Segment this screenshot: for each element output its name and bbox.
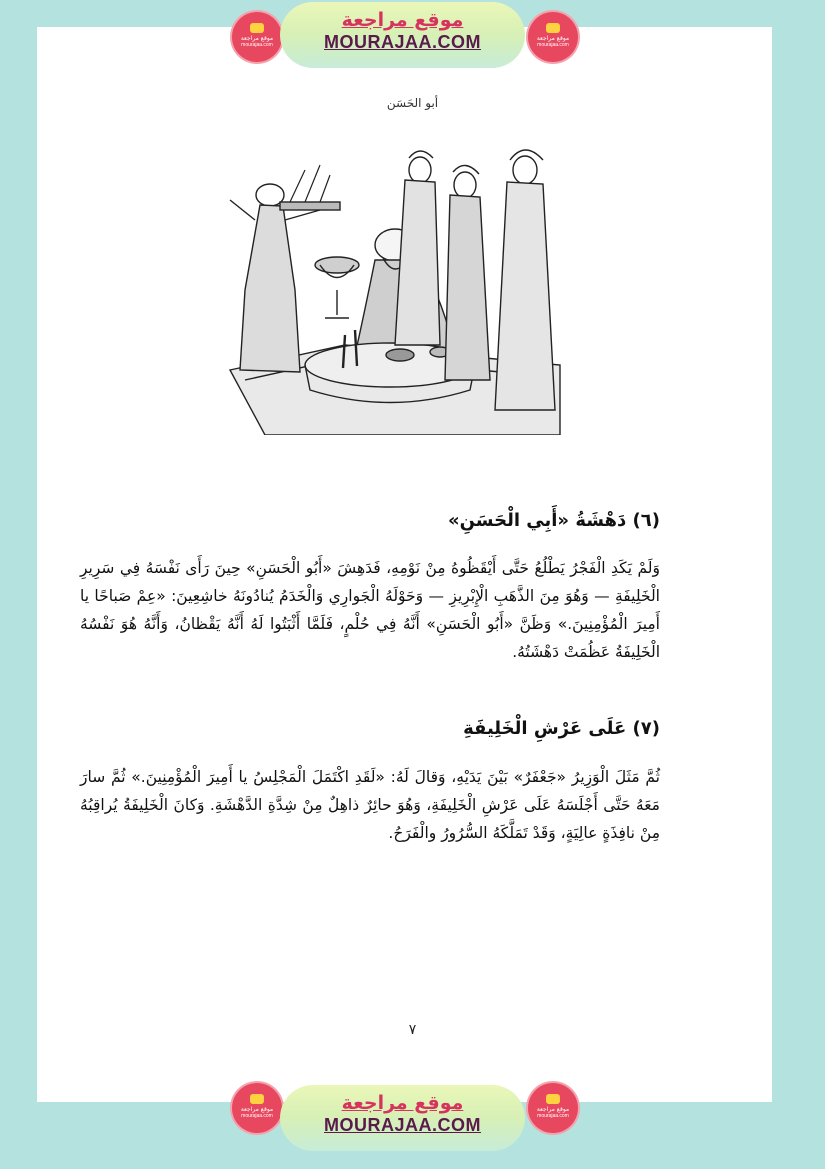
- section-6-body: [80, 554, 660, 666]
- book-logo-icon: [250, 1094, 264, 1104]
- page-number: ٧: [408, 1022, 417, 1038]
- site-badge-left-top: [232, 12, 282, 62]
- section-7-body: [80, 763, 660, 847]
- book-logo-icon: [546, 1094, 560, 1104]
- running-head: أبو الحَسَن: [386, 96, 439, 110]
- badge-label-en: mourajaa.com: [537, 42, 569, 48]
- badge-label-en: mourajaa.com: [537, 1113, 569, 1119]
- section-7-paragraph: ثُمَّ مَثَلَ الْوَزِيرُ «جَعْفَرٌ» بَيْنَ يَدَيْهِ، وَقالَ لَهُ: «لَقَدِ اكْتَمَلَ الْمَجْلِسُ يا أَمِيرَ الْمُؤْمِنِينَ.» ثُمَّ سارَ مَعَهُ حَتَّى أَجْلَسَهُ عَلَى عَرْشِ الْخَلِيفَةِ، وَهُوَ حائِرٌ ذاهِلٌ مِنْ شِدَّةِ الدَّهْشَةِ. وَكانَ الْخَلِيفَةُ يُراقِبُهُ مِنْ نافِذَةٍ عالِيَةٍ، وَقَدْ تَمَلَّكَهُ السُّرُورُ والْفَرَحُ.: [80, 768, 660, 842]
- book-logo-icon: [546, 23, 560, 33]
- section-6-heading: (٦) دَهْشَةُ «أَبِي الْحَسَنِ»: [447, 510, 660, 531]
- site-name-ar[interactable]: موقع مراجعة: [341, 1092, 464, 1114]
- site-domain[interactable]: MOURAJAA.COM: [324, 32, 481, 52]
- site-badge-right-top: [528, 12, 578, 62]
- site-badge-left-bottom: [232, 1083, 282, 1133]
- badge-label-ar: موقع مراجعة: [536, 35, 570, 42]
- badge-label-en: mourajaa.com: [241, 42, 273, 48]
- badge-label-ar: موقع مراجعة: [240, 35, 274, 42]
- badge-label-ar: موقع مراجعة: [240, 1106, 274, 1113]
- section-7-heading: (٧) عَلَى عَرْشِ الْخَلِيفَةِ: [463, 718, 660, 739]
- site-name-ar[interactable]: موقع مراجعة: [341, 9, 464, 31]
- site-banner-bottom[interactable]: [280, 1085, 525, 1151]
- badge-label-en: mourajaa.com: [241, 1113, 273, 1119]
- site-banner-top[interactable]: [280, 2, 525, 68]
- site-badge-right-bottom: [528, 1083, 578, 1133]
- site-domain[interactable]: MOURAJAA.COM: [324, 1115, 481, 1135]
- court-scene-illustration: [225, 140, 565, 435]
- badge-label-ar: موقع مراجعة: [536, 1106, 570, 1113]
- section-6-paragraph: وَلَمْ يَكَدِ الْفَجْرُ يَطْلُعُ حَتَّى أَيْقَظُوهُ مِنْ نَوْمِهِ، فَدَهِشَ «أَبُو الْحَسَنِ» حِينَ رَأَى نَفْسَهُ فِي سَرِيرِ الْخَلِيفَةِ — وَهُوَ مِنَ الذَّهَبِ الْإِبْرِيزِ — وَحَوْلَهُ الْجَوارِي وَالْخَدَمُ يُنادُونَهُ خاشِعِينَ: «عِمْ صَباحًا يا أَمِيرَ الْمُؤْمِنِينَ.» وَظَنَّ «أَبُو الْحَسَنِ» أَنَّهُ فِي حُلْمٍ، فَلَمَّا أَثْبَتُوا لَهُ أَنَّهُ يَقْظانُ، وَأَنَّهُ هُوَ نَفْسُهُ الْخَلِيفَةُ عَظُمَتْ دَهْشَتُهُ.: [80, 559, 660, 661]
- book-logo-icon: [250, 23, 264, 33]
